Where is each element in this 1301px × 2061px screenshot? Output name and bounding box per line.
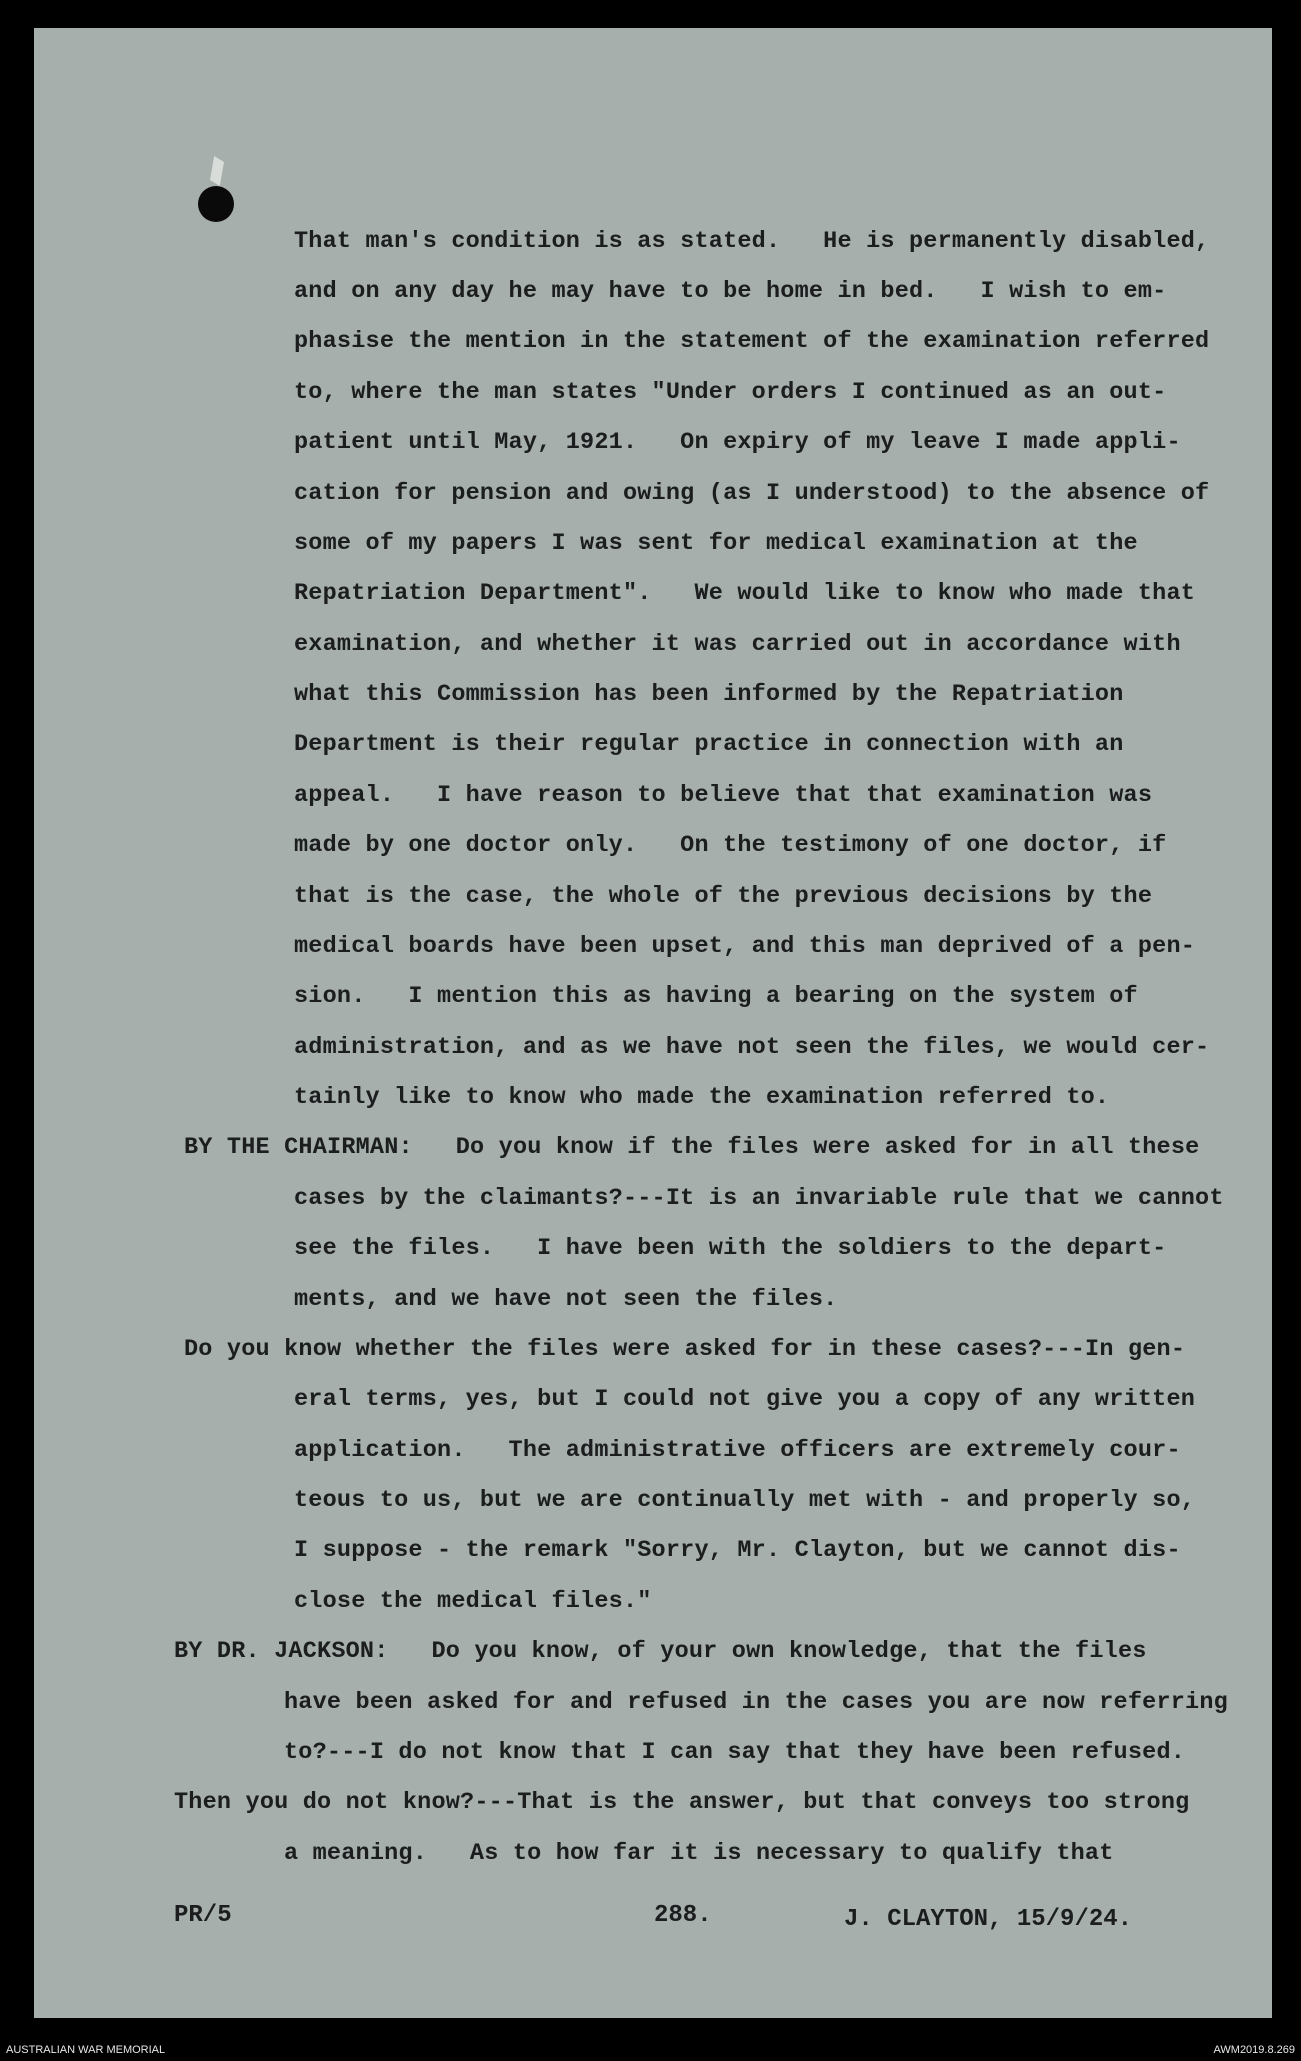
text-line: application. The administrative officers are extremely cour- [294, 1437, 1181, 1464]
text-line: administration, and as we have not seen the files, we would cer- [294, 1034, 1210, 1061]
torn-paper-mark [210, 156, 224, 186]
footer-signature: J. CLAYTON, 15/9/24. [844, 1906, 1133, 1933]
page-number: 288. [654, 1902, 712, 1929]
text-line: medical boards have been upset, and this man deprived of a pen- [294, 933, 1196, 960]
text-line: to, where the man states "Under orders I continued as an out- [294, 379, 1167, 406]
text-line: some of my papers I was sent for medical examination at the [294, 530, 1138, 557]
text-line: close the medical files." [294, 1588, 652, 1615]
text-line: see the files. I have been with the soldiers to the depart- [294, 1235, 1167, 1262]
document-page [34, 28, 1272, 2018]
text-line: Then you do not know?---That is the answer, but that conveys too strong [174, 1789, 1190, 1816]
punch-hole [198, 186, 234, 222]
text-line: appeal. I have reason to believe that that examination was [294, 782, 1153, 809]
archive-caption-left: AUSTRALIAN WAR MEMORIAL [6, 2044, 166, 2056]
text-line: BY THE CHAIRMAN: Do you know if the files were asked for in all these [184, 1134, 1200, 1161]
text-line: Department is their regular practice in connection with an [294, 731, 1124, 758]
text-line: tainly like to know who made the examination referred to. [294, 1084, 1110, 1111]
text-line: cation for pension and owing (as I understood) to the absence of [294, 480, 1210, 507]
text-line: patient until May, 1921. On expiry of my leave I made appli- [294, 429, 1181, 456]
text-line: eral terms, yes, but I could not give you a copy of any written [294, 1386, 1196, 1413]
text-line: Do you know whether the files were asked for in these cases?---In gen- [184, 1336, 1186, 1363]
text-line: cases by the claimants?---It is an invariable rule that we cannot [294, 1185, 1224, 1212]
text-line: examination, and whether it was carried out in accordance with [294, 631, 1181, 658]
text-line: that is the case, the whole of the previous decisions by the [294, 883, 1153, 910]
archive-caption-right: AWM2019.8.269 [1213, 2044, 1295, 2056]
text-line: BY DR. JACKSON: Do you know, of your own knowledge, that the files [174, 1638, 1147, 1665]
footer-reference: PR/5 [174, 1902, 232, 1929]
text-line: Repatriation Department". We would like to know who made that [294, 580, 1196, 607]
text-line: to?---I do not know that I can say that they have been refused. [284, 1739, 1186, 1766]
text-line: That man's condition is as stated. He is permanently disabled, [294, 228, 1210, 255]
text-line: phasise the mention in the statement of the examination referred [294, 328, 1210, 355]
text-line: ments, and we have not seen the files. [294, 1286, 838, 1313]
text-line: have been asked for and refused in the cases you are now referring [284, 1689, 1228, 1716]
text-line: a meaning. As to how far it is necessary to qualify that [284, 1840, 1114, 1867]
text-line: and on any day he may have to be home in bed. I wish to em- [294, 278, 1167, 305]
text-line: I suppose - the remark "Sorry, Mr. Clayton, but we cannot dis- [294, 1537, 1181, 1564]
text-line: made by one doctor only. On the testimony of one doctor, if [294, 832, 1167, 859]
text-line: teous to us, but we are continually met with - and properly so, [294, 1487, 1196, 1514]
text-line: sion. I mention this as having a bearing on the system of [294, 983, 1138, 1010]
text-line: what this Commission has been informed by the Repatriation [294, 681, 1124, 708]
